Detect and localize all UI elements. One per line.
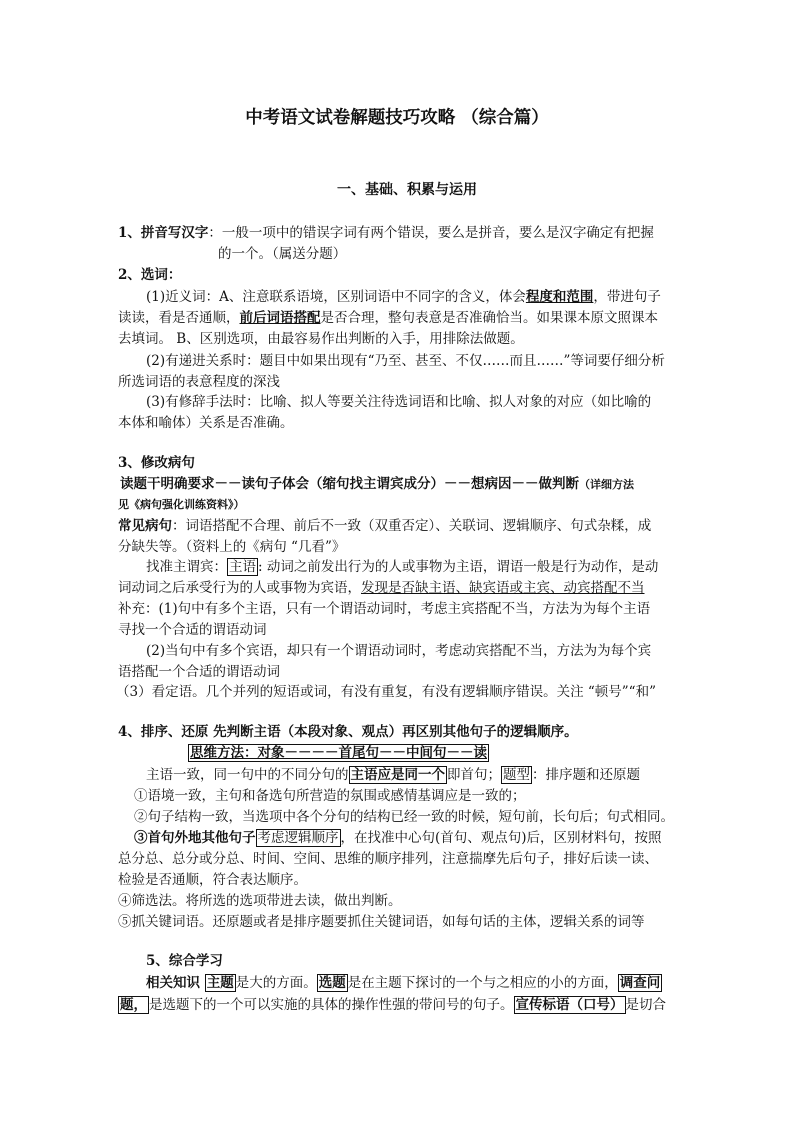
- paragraph-line: ①语境一致，主句和备选句所营造的氛围或感情基调应是一致的；: [134, 788, 526, 804]
- text: 是大的方面。: [235, 975, 317, 991]
- note: （详细方法: [579, 478, 634, 491]
- text: : 动词之前发出行为的人或事物为主语，谓语一般是行为动作，是动: [258, 559, 659, 575]
- text: ，在找准中心句(首句、观点句)后，区别材料句，按照: [340, 830, 662, 846]
- paragraph-line: [120, 474, 680, 495]
- text: 即首句；: [447, 767, 501, 783]
- paragraph-line: [146, 973, 706, 994]
- paragraph-line: 本体和喻体）关系是否准确。: [118, 415, 294, 431]
- text: 是否合理，整句表意是否准确恰当。如果课本原文照课本: [320, 310, 658, 326]
- text: 是切合: [625, 997, 666, 1013]
- paragraph-line: 语搭配一个合适的谓语动词: [118, 664, 280, 680]
- text: 是在主题下探讨的一个与之相应的小的方面，: [347, 975, 618, 991]
- paragraph-line: (2)有递进关系时：题目中如果出现有“乃至、甚至、不仅……而且……”等词要仔细分析: [146, 353, 665, 369]
- paragraph-line: [118, 995, 678, 1016]
- boxed-term: 选题: [318, 975, 346, 991]
- item-label: 4、排序、还原: [118, 724, 209, 740]
- text: ：排序题和还原题: [532, 767, 640, 783]
- boxed-term: 宣传标语（口号）: [515, 997, 624, 1013]
- text: 找准主谓宾：: [146, 559, 227, 575]
- paragraph-line: 分缺失等。（资料上的《病句 “几看”》: [118, 539, 346, 555]
- item-label: 2、选词：: [118, 267, 182, 283]
- paragraph-line: [118, 223, 678, 244]
- paragraph-line: [134, 828, 694, 849]
- text: 主语一致，同一句中的不同分句的: [146, 767, 349, 783]
- item-label: 1、拼音写汉字: [118, 225, 209, 241]
- emphasis: 相关知识: [146, 975, 205, 991]
- emphasis: ③首句外地其他句子: [134, 830, 256, 846]
- text: 先判断主语（本段对象、观点）再区别其他句子的逻辑顺序。: [208, 724, 578, 740]
- paragraph-line: [118, 578, 678, 599]
- paragraph-line: [118, 516, 678, 537]
- paragraph-line: [146, 287, 706, 308]
- emphasis: 前后词语搭配: [239, 310, 321, 326]
- paragraph-line: 去填词。 B、区别选项，由最容易作出判断的入手，用排除法做题。: [118, 331, 524, 347]
- paragraph-line: [118, 722, 678, 743]
- paragraph-line: [146, 765, 706, 786]
- boxed-term: 题型: [503, 767, 530, 783]
- boxed-term: 主语应是同一个: [350, 767, 445, 783]
- boxed-term: 主语: [229, 559, 256, 575]
- text: 词动词之后承受行为的人或事物为宾语，: [118, 580, 361, 596]
- item-label: 5、综合学习: [146, 953, 223, 969]
- paragraph-line: ⑤抓关键词语。还原题或者是排序题要抓住关键词语，如每句话的主体，逻辑关系的词等: [118, 914, 645, 930]
- paragraph-line: (3)有修辞手法时：比喻、拟人等要关注待选词语和比喻、拟人对象的对应（如比喻的: [146, 394, 652, 410]
- page-title: 中考语文试卷解题技巧攻略 （综合篇）: [245, 108, 549, 128]
- underlined-text: 发现是否缺主语、缺宾语或主宾、动宾搭配不当: [361, 580, 645, 596]
- paragraph-line: [118, 308, 678, 329]
- paragraph-line: [118, 494, 678, 515]
- text: 是选题下的一个可以实施的具体的操作性强的带问号的句子。: [149, 997, 514, 1013]
- paragraph-line: [146, 557, 706, 578]
- boxed-method: 思维方法：对象－－－－首尾句－－中间句－－读: [190, 745, 487, 761]
- note: 见《病句强化训练资料》）: [118, 498, 245, 511]
- text: 读读，看是否通顺，: [118, 310, 240, 326]
- boxed-term: 题，: [120, 997, 147, 1013]
- boxed-term: 调查问: [619, 975, 661, 991]
- paragraph-line: 检验是否通顺，符合表达顺序。: [118, 872, 307, 888]
- text: ，带进句子: [593, 289, 661, 305]
- paragraph-line: 寻找一个合适的谓语动词: [118, 622, 267, 638]
- text: (1)近义词：A、注意联系语境，区别词语中不同字的含义，体会: [146, 289, 526, 305]
- paragraph-line: 补充：(1)句中有多个主语，只有一个谓语动词时，考虑主宾搭配不当，方法为为每个主语: [118, 601, 651, 617]
- emphasis: 常见病句: [118, 518, 172, 534]
- paragraph-line: (2)当句中有多个宾语，却只有一个谓语动词时，考虑动宾搭配不当，方法为为每个宾: [146, 643, 652, 659]
- text: ：词语搭配不合理、前后不一致（双重否定）、关联词、逻辑顺序、句式杂糅，成: [172, 518, 652, 534]
- paragraph-line: [188, 743, 748, 764]
- paragraph-line: （3）看定语。几个并列的短语或词，有没有重复，有没有逻辑顺序错误。关注 “顿号”“和”: [116, 684, 656, 700]
- text: ：一般一项中的错误字词有两个错误，要么是拼音，要么是汉字确定有把握: [208, 225, 654, 241]
- item-label: 3、修改病句: [118, 455, 195, 471]
- section-heading: 一、基础、积累与运用: [337, 182, 477, 198]
- boxed-term: 主题: [206, 975, 234, 991]
- paragraph-line: ④筛选法。将所选的选项带进去读，做出判断。: [118, 893, 402, 909]
- paragraph-line: 的一个。（属送分题）: [218, 246, 347, 262]
- paragraph-line: ②句子结构一致，当选项中各个分句的结构已经一致的时候，短句前，长句后；句式相同。: [134, 809, 674, 825]
- text: 读题干明确要求－－读句子体会（缩句找主谓宾成分）－－想病因－－做判断: [120, 476, 579, 492]
- paragraph-line: 总分总、总分或分总、时间、空间、思维的顺序排列，注意揣摩先后句子，排好后读一读、: [118, 851, 658, 867]
- paragraph-line: 所选词语的表意程度的深浅: [118, 374, 280, 390]
- emphasis: 程度和范围: [525, 289, 594, 305]
- boxed-term: 考虑逻辑顺序: [257, 830, 339, 846]
